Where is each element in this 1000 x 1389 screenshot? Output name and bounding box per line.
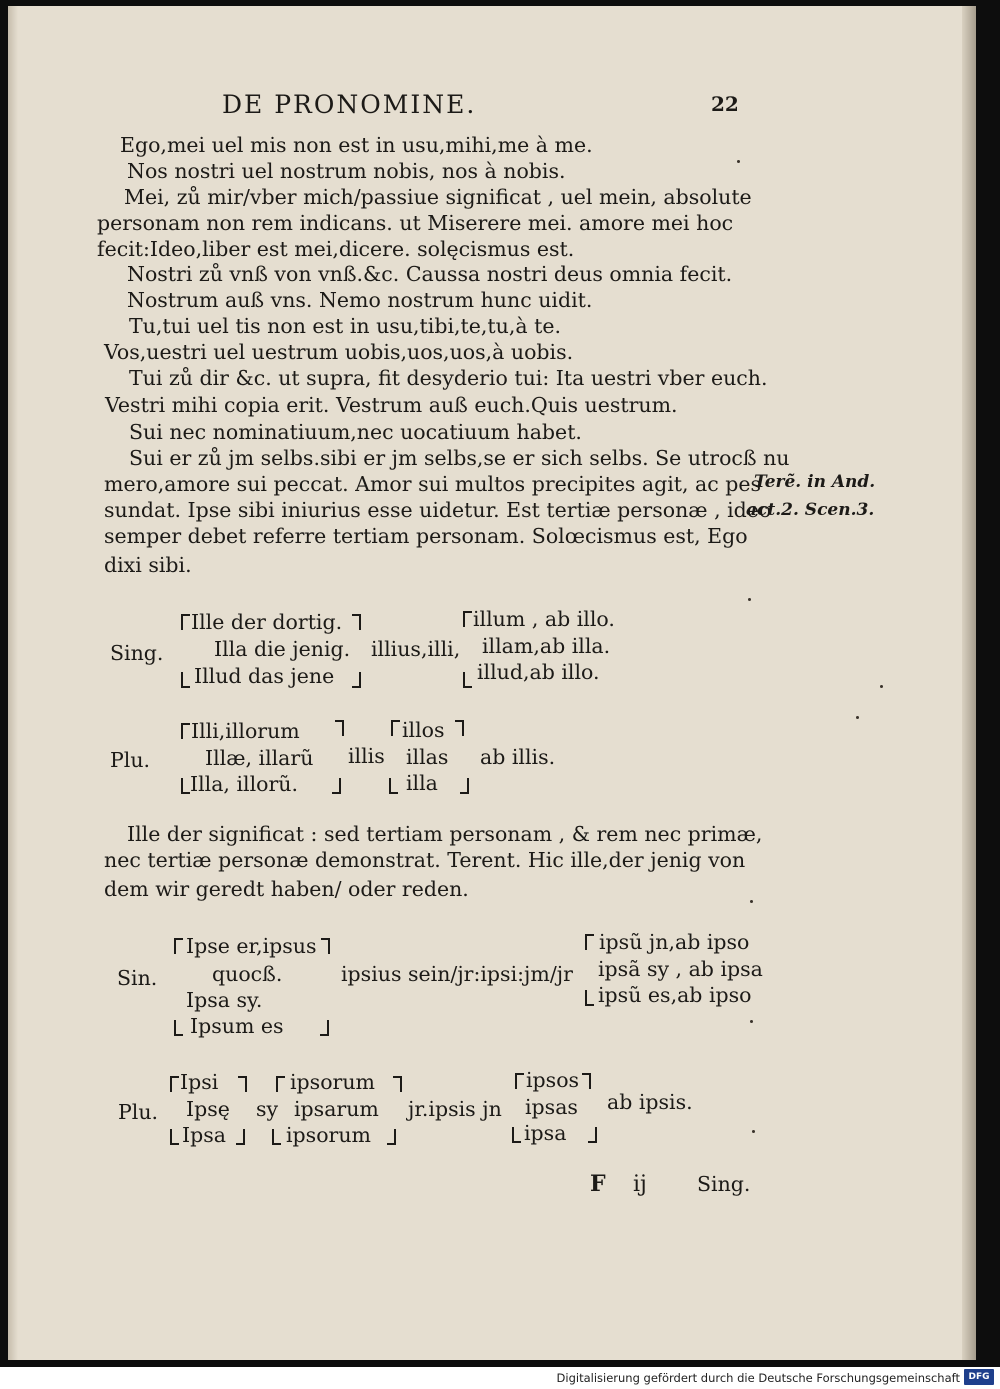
ille-plu-nom: Illa, illorũ. <box>190 772 298 796</box>
ink-speck <box>880 685 883 688</box>
ille-sing-gen: illius,illi, <box>371 637 461 661</box>
ipse-plu-nom: Ipsi <box>180 1070 219 1094</box>
bracket-mark <box>236 1129 245 1145</box>
ipse-plu-label: Plu. <box>118 1100 159 1124</box>
bracket-mark <box>463 611 472 627</box>
ipse-sing-acc: ipsũ es,ab ipso <box>598 983 752 1007</box>
bracket-mark <box>174 938 183 954</box>
page-left-edge <box>8 6 18 1360</box>
bracket-mark <box>391 720 400 736</box>
bracket-mark <box>515 1073 524 1089</box>
margin-note-line-2: act.2. Scen.3. <box>746 500 875 520</box>
bracket-mark <box>181 778 190 794</box>
ipse-sing-nom: Ipsa sy. <box>186 988 263 1012</box>
body-line: sundat. Ipse sibi iniurius esse uidetur. Est tertiæ personæ , ideo <box>104 498 772 522</box>
body-line: Nostri zů vnß von vnß.&c. Caussa nostri deus omnia fecit. <box>127 262 733 286</box>
signature-mark: F <box>590 1171 606 1197</box>
ille-plu-dat: illis <box>348 744 385 768</box>
body-line: Vos,uestri uel uestrum uobis,uos,uos,à uobis. <box>104 340 574 364</box>
ink-speck <box>737 160 740 163</box>
bracket-mark <box>170 1076 179 1092</box>
body-line: personam non rem indicans. ut Miserere mei. amore mei hoc <box>97 211 734 235</box>
bracket-mark <box>352 614 361 630</box>
ille-plu-abl: ab illis. <box>480 745 556 769</box>
ipse-plu-gen: ipsorum <box>290 1070 375 1094</box>
dfg-logo-icon: DFG <box>964 1369 994 1385</box>
ink-speck <box>750 900 753 903</box>
bracket-mark <box>352 672 361 688</box>
signature-number: ij <box>633 1172 647 1197</box>
ipse-sing-gen: ipsius sein/jr:ipsi:jm/jr <box>341 962 573 986</box>
page-header-title: DE PRONOMINE. <box>222 90 477 119</box>
ipse-plu-nom: Ipsę <box>186 1097 230 1121</box>
bracket-mark <box>321 938 330 954</box>
ink-speck <box>856 716 859 719</box>
bracket-mark <box>460 778 469 794</box>
ille-plu-acc: illos <box>402 718 445 742</box>
bracket-mark <box>389 778 398 794</box>
ipse-plu-sy: sy <box>256 1097 279 1121</box>
page-gutter <box>962 6 976 1360</box>
ipse-plu-acc: ipsas <box>525 1095 578 1119</box>
body-line: dixi sibi. <box>104 553 192 577</box>
ipse-plu-gen: ipsorum <box>286 1123 371 1147</box>
ille-sing-acc: illud,ab illo. <box>477 660 600 684</box>
ille-plu-acc: illas <box>406 745 449 769</box>
body-line: Tui zů dir &c. ut supra, fit desyderio tui: Ita uestri vber euch. <box>129 366 768 390</box>
body-line: Vestri mihi copia erit. Vestrum auß euch.Quis uestrum. <box>105 393 678 417</box>
bracket-mark <box>387 1129 396 1145</box>
ipse-plu-acc: ipsos <box>526 1068 580 1092</box>
body-line: Mei, zů mir/vber mich/passiue significat , uel mein, absolute <box>124 185 752 209</box>
bracket-mark <box>238 1076 247 1092</box>
bracket-mark <box>181 723 190 739</box>
ink-speck <box>748 598 751 601</box>
ink-speck <box>750 1020 753 1023</box>
ipse-plu-abl: ab ipsis. <box>607 1090 693 1114</box>
bracket-mark <box>335 720 344 736</box>
body-line: mero,amore sui peccat. Amor sui multos precipites agit, ac pes <box>104 472 762 496</box>
bracket-mark <box>463 672 472 688</box>
body-line: semper debet referre tertiam personam. Solœcismus est, Ego <box>104 524 748 548</box>
body-line: dem wir geredt haben/ oder reden. <box>104 877 469 901</box>
bracket-mark <box>320 1020 329 1036</box>
catchword: Sing. <box>697 1172 751 1196</box>
footer-credit: Digitalisierung gefördert durch die Deutsche Forschungsgemeinschaft <box>556 1371 960 1385</box>
ipse-sing-nom: Ipsum es <box>190 1014 284 1038</box>
ille-sing-nom: Ille der dortig. <box>191 610 343 634</box>
bracket-mark <box>585 990 594 1006</box>
bracket-mark <box>181 672 190 688</box>
ink-speck <box>752 1130 755 1133</box>
ipse-sing-nom: Ipse er,ipsus <box>186 934 317 958</box>
ipse-plu-gen: ipsarum <box>294 1097 379 1121</box>
ille-plu-label: Plu. <box>110 748 151 772</box>
bracket-mark <box>455 720 464 736</box>
ipse-sing-acc: ipsã sy , ab ipsa <box>598 957 763 981</box>
ille-sing-acc: illum , ab illo. <box>473 607 615 631</box>
body-line: Nostrum auß vns. Nemo nostrum hunc uidit. <box>127 288 593 312</box>
body-line: Tu,tui uel tis non est in usu,tibi,te,tu,à te. <box>129 314 561 338</box>
page-number: 22 <box>711 92 739 116</box>
ille-sing-nom: Illa die jenig. <box>214 637 351 661</box>
body-line: Ille der significat : sed tertiam personam , & rem nec primæ, <box>127 822 763 846</box>
body-line: Nos nostri uel nostrum nobis, nos à nobis. <box>127 159 566 183</box>
ipse-sing-nom: quocß. <box>212 962 283 986</box>
bracket-mark <box>170 1129 179 1145</box>
bracket-mark <box>332 778 341 794</box>
ipse-plu-acc: ipsa <box>524 1121 567 1145</box>
ipse-sing-label: Sin. <box>117 966 158 990</box>
body-line: nec tertiæ personæ demonstrat. Terent. Hic ille,der jenig von <box>104 848 746 872</box>
ille-sing-acc: illam,ab illa. <box>482 634 611 658</box>
bracket-mark <box>276 1076 285 1092</box>
ille-plu-acc: illa <box>406 771 438 795</box>
bracket-mark <box>393 1076 402 1092</box>
bracket-mark <box>174 1020 183 1036</box>
ille-plu-nom: Illæ, illarũ <box>205 746 314 770</box>
margin-note-line-1: Terẽ. in And. <box>754 472 876 492</box>
bracket-mark <box>585 934 594 950</box>
bracket-mark <box>582 1073 591 1089</box>
ille-sing-nom: Illud das jene <box>194 664 335 688</box>
bracket-mark <box>512 1127 521 1143</box>
ipse-sing-acc: ipsũ jn,ab ipso <box>599 930 750 954</box>
bracket-mark <box>588 1127 597 1143</box>
body-line: Ego,mei uel mis non est in usu,mihi,me à me. <box>120 133 593 157</box>
ipse-plu-nom: Ipsa <box>182 1123 226 1147</box>
body-line: Sui er zů jm selbs.sibi er jm selbs,se er sich selbs. Se utrocß nu <box>129 446 790 470</box>
body-line: Sui nec nominatiuum,nec uocatiuum habet. <box>129 420 582 444</box>
bracket-mark <box>272 1129 281 1145</box>
bracket-mark <box>181 614 190 630</box>
ipse-plu-dat: jr.ipsis jn <box>408 1097 502 1121</box>
body-line: fecit:Ideo,liber est mei,dicere. solęcismus est. <box>97 237 575 261</box>
ille-plu-nom: Illi,illorum <box>191 719 300 743</box>
ille-sing-label: Sing. <box>110 641 164 665</box>
